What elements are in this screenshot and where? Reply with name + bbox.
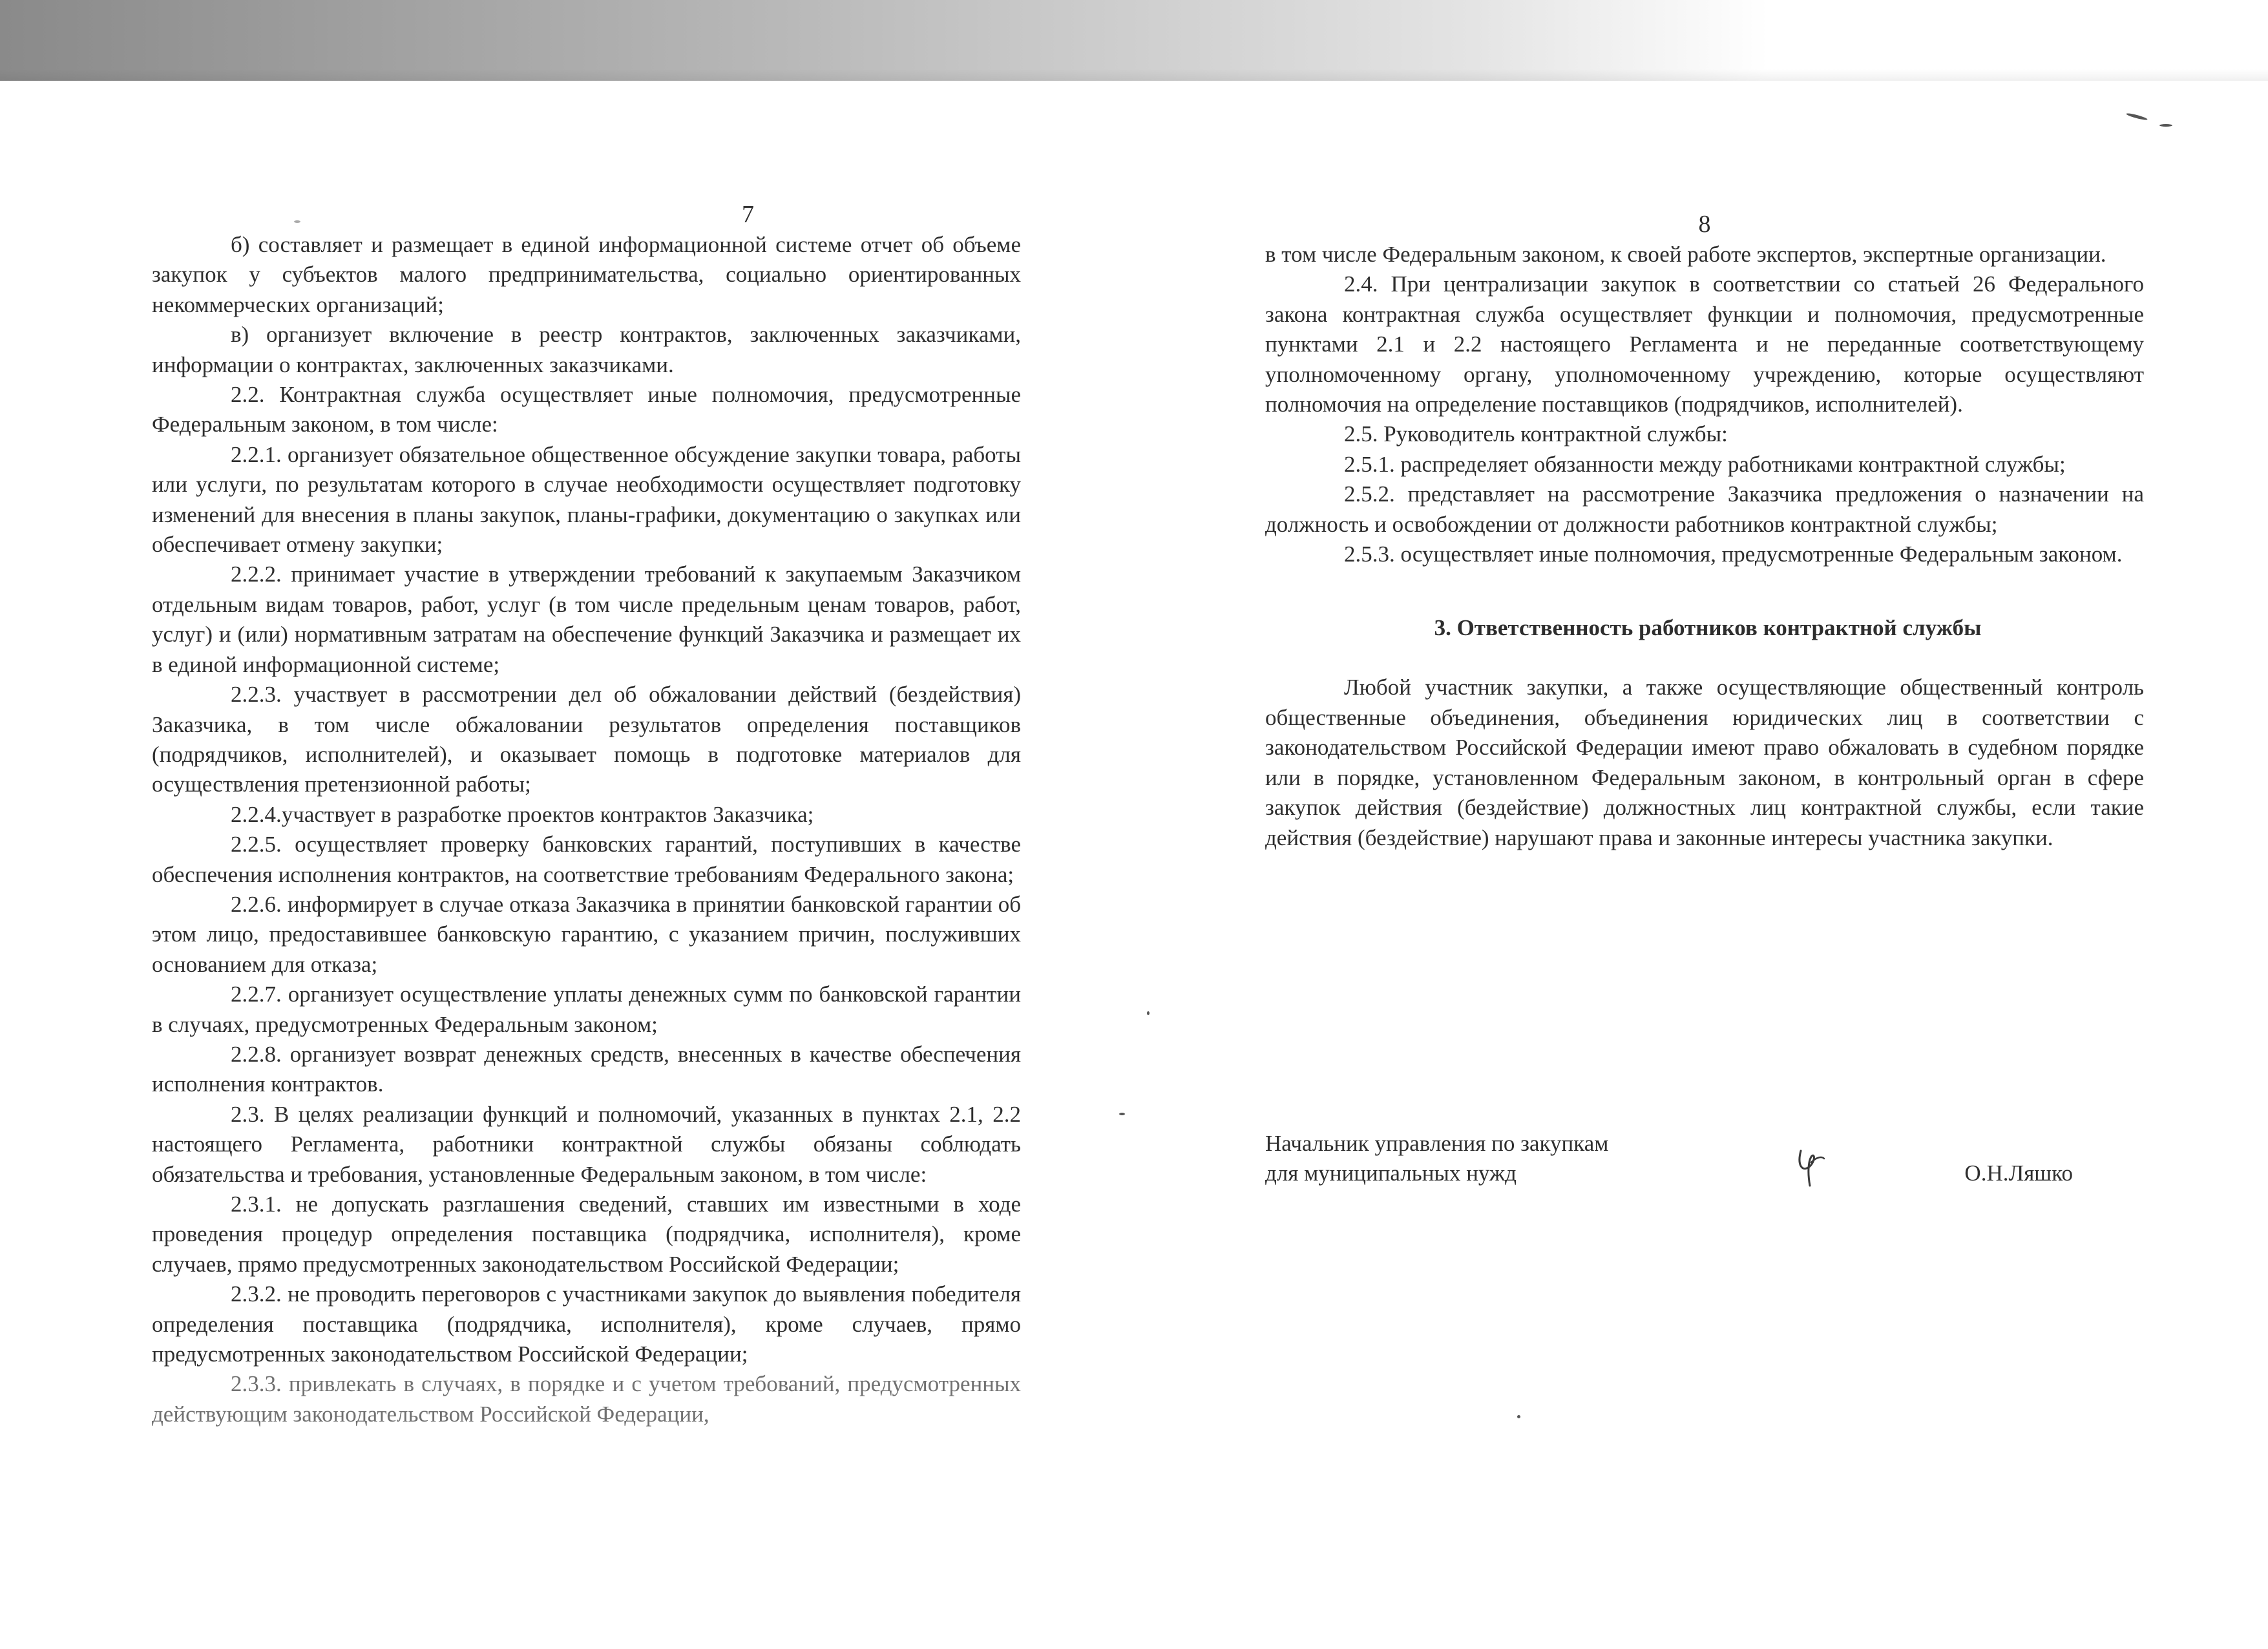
scanner-edge [0, 0, 2268, 81]
paragraph: 2.2.4.участвует в разработке проектов контрактов Заказчика; [231, 801, 814, 827]
paragraph: 2.5. Руководитель контрактной службы: [1344, 421, 1728, 447]
paragraph: 2.2.3. участвует в рассмотрении дел об обжаловании действий (бездействия) Заказчика, в том числе обжаловании результатов определения поставщиков (подрядчиков, исполнителей), и оказывает помощь в подготовке материалов для осуществления претензионной работы; [152, 682, 1021, 797]
section-heading: 3. Ответственность работников контрактной службы [1434, 615, 1982, 641]
signature-block [1265, 1129, 2144, 1193]
paragraph: 2.2.5. осуществляет проверку банковских гарантий, поступивших в качестве обеспечения исполнения контрактов, на соответствие требованиям Федерального закона; [152, 832, 1021, 887]
page-number: 7 [742, 201, 754, 228]
left-page [152, 200, 1021, 1429]
right-page [1265, 210, 2144, 853]
signatory-title-line: Начальник управления по закупкам [1265, 1131, 1609, 1156]
signatory-title [1265, 1129, 1608, 1188]
scan-speck [1147, 1011, 1150, 1015]
page-number: 8 [1698, 211, 1711, 238]
handwritten-signature-icon [1792, 1137, 1831, 1188]
paragraph: б) составляет и размещает в единой информационной системе отчет об объеме закупок у субъектов малого предпринимательства, социально ориентированных некоммерческих организаций; [152, 232, 1021, 317]
paragraph: 2.4. При централизации закупок в соответствии со статьей 26 Федерального закона контрактная служба осуществляет функции и полномочия, предусмотренные пунктами 2.1 и 2.2 настоящего Регламента и не переданные соответствующему уполномоченному органу, уполномоченному учреждению, которые осуществляют полномочия на определение поставщиков (подрядчиков, исполнителей). [1265, 271, 2144, 417]
paragraph: 2.2. Контрактная служба осуществляет иные полномочия, предусмотренные Федеральным законом, в том числе: [152, 382, 1021, 437]
paragraph: 2.2.1. организует обязательное общественное обсуждение закупки товара, работы или услуги, по результатам которого в случае необходимости осуществляет подготовку изменений для внесения в планы закупок, планы-графики, документацию о закупках или обеспечивает отмену закупки; [152, 441, 1021, 558]
paragraph: Любой участник закупки, а также осуществляющие общественный контроль общественные объединения, объединения юридических лиц в соответствии с законодательством Российской Федерации имеют право обжаловать в судебном порядке или в порядке, установленном Федеральным законом, в контрольный орган в сфере закупок действия (бездействие) должностных лиц контрактной службы, если такие действия (бездействие) нарушают права и законные интересы участника закупки. [1265, 675, 2144, 850]
signatory-title-line: для муниципальных нужд [1265, 1161, 1517, 1186]
paragraph: в том числе Федеральным законом, к своей работе экспертов, экспертные организации. [1265, 242, 2106, 267]
scan-speck [1517, 1415, 1520, 1418]
paragraph: 2.2.6. информирует в случае отказа Заказчика в принятии банковской гарантии об этом лицо, предоставившее банковскую гарантию, с указанием причин, послуживших основанием для отказа; [152, 891, 1021, 977]
signatory-name: О.Н.Ляшко [1964, 1161, 2073, 1186]
paragraph: 2.2.2. принимает участие в утверждении требований к закупаемым Заказчиком отдельным видам товаров, работ, услуг (в том числе предельным ценам товаров, работ, услуг) и (или) нормативным затратам на обеспечение функций Заказчика и размещает их в единой информационной системе; [152, 562, 1021, 677]
paragraph: 2.3.1. не допускать разглашения сведений, ставших им известными в ходе проведения процедур определения поставщика (подрядчика, исполнителя), кроме случаев, прямо предусмотренных законодательством Российской Федерации; [152, 1192, 1021, 1277]
paragraph: 2.5.1. распределяет обязанности между работниками контрактной службы; [1344, 451, 2066, 477]
paragraph: 2.2.8. организует возврат денежных средств, внесенных в качестве обеспечения исполнения контрактов. [152, 1041, 1021, 1097]
paragraph: 2.3. В целях реализации функций и полномочий, указанных в пунктах 2.1, 2.2 настоящего Регламента, работники контрактной службы обязаны соблюдать обязательства и требования, установленные Федеральным законом, в том числе: [152, 1101, 1021, 1187]
section-text [1265, 673, 2144, 852]
paragraph: в) организует включение в реестр контрактов, заключенных заказчиками, информации о контрактах, заключенных заказчиками. [152, 322, 1021, 377]
scan-speck [2126, 112, 2148, 121]
paragraph: 2.5.3. осуществляет иные полномочия, предусмотренные Федеральным законом. [1344, 541, 2123, 567]
right-page-text [1265, 240, 2144, 569]
scan-speck [1119, 1113, 1125, 1115]
scan-speck [2159, 124, 2172, 127]
paragraph: 2.2.7. организует осуществление уплаты денежных сумм по банковской гарантии в случаях, предусмотренных Федеральным законом; [152, 982, 1021, 1037]
paragraph: 2.5.2. представляет на рассмотрение Заказчика предложения о назначении на должность и освобождении от должности работников контрактной службы; [1265, 481, 2144, 537]
paragraph: 2.3.2. не проводить переговоров с участниками закупок до выявления победителя определения поставщика (подрядчика, исполнителя), кроме случаев, прямо предусмотренных законодательством Российской Федерации; [152, 1281, 1021, 1367]
paragraph: 2.3.3. привлекать в случаях, в порядке и с учетом требований, предусмотренных действующим законодательством Российской Федерации, [152, 1371, 1021, 1427]
left-page-text [152, 230, 1021, 1429]
